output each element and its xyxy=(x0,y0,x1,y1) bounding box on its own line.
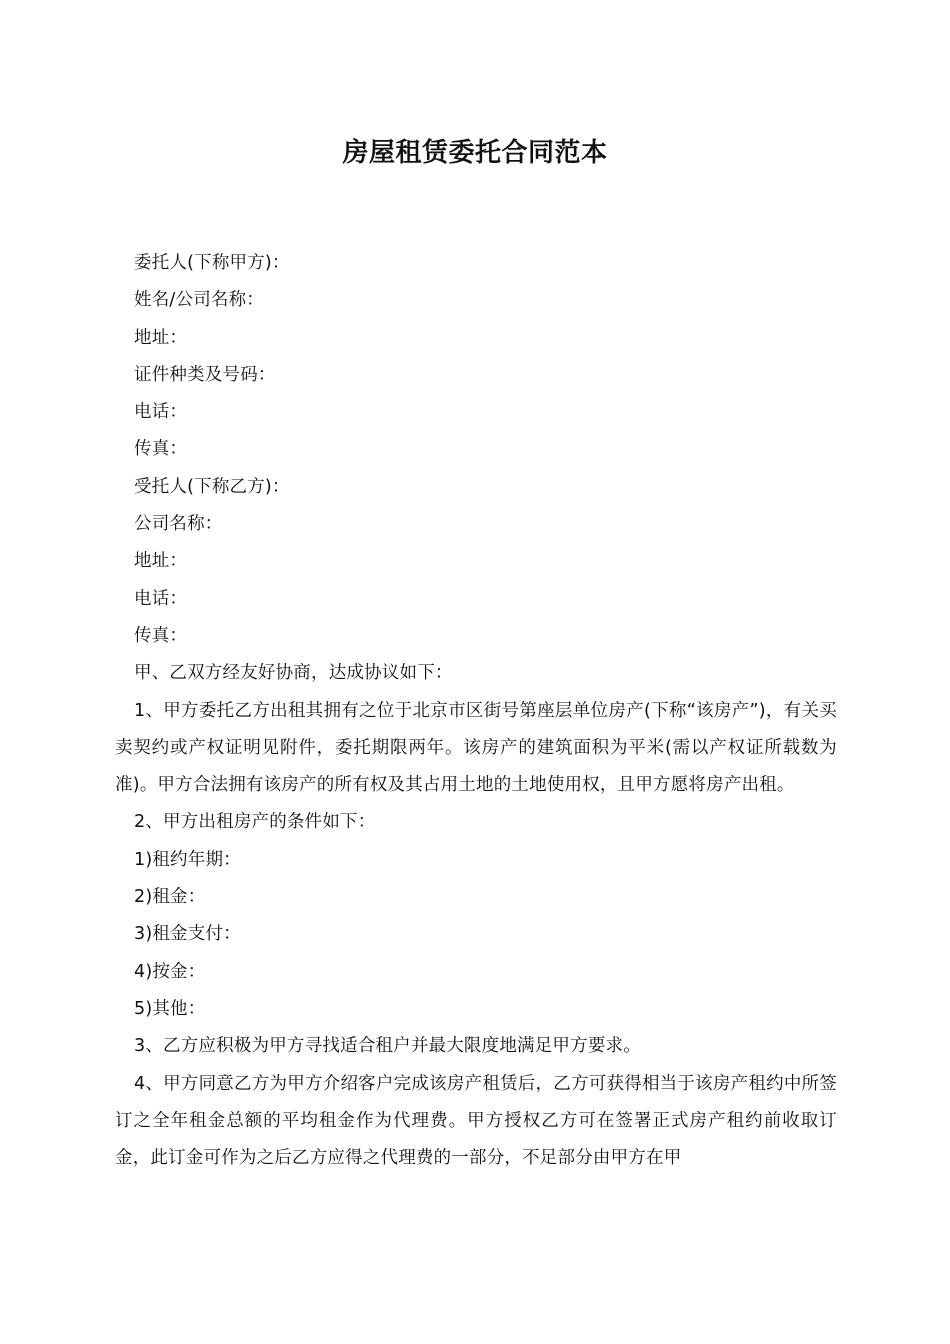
condition-item: 2)租金： xyxy=(134,887,206,908)
party-a-heading: 委托人(下称甲方)： xyxy=(134,253,290,273)
agreement-intro: 甲、乙双方经友好协商，达成协议如下： xyxy=(134,663,453,684)
condition-item: 3)租金支付： xyxy=(134,924,241,945)
party-b-heading: 受托人(下称乙方)： xyxy=(134,476,290,497)
clause-1: 1、甲方委托乙方出租其拥有之位于北京市区街号第座层单位房产(下称“该房产”)，有关买卖契约或产权证明见附件，委托期限两年。该房产的建筑面积为平米(需以产权证所载数为准)。甲方合法拥有该房产的所有权及其占用土地的土地使用权，且甲方愿将房产出租。 xyxy=(115,700,837,796)
party-b-address-label: 地址： xyxy=(134,551,188,572)
clause-2: 2、甲方出租房产的条件如下： xyxy=(134,812,376,833)
condition-item: 4)按金： xyxy=(134,961,206,982)
contract-body xyxy=(115,245,837,1177)
condition-item: 1)租约年期： xyxy=(134,849,241,870)
party-a-name-label: 姓名/公司名称： xyxy=(134,290,264,311)
party-a-address-label: 地址： xyxy=(134,327,188,348)
party-a-phone-label: 电话： xyxy=(134,402,188,423)
party-a-id-label: 证件种类及号码： xyxy=(134,364,276,385)
clause-3: 3、乙方应积极为甲方寻找适合租户并最大限度地满足甲方要求。 xyxy=(134,1036,641,1057)
condition-item: 5)其他： xyxy=(134,998,206,1019)
party-b-phone-label: 电话： xyxy=(134,588,188,609)
clause-4: 4、甲方同意乙方为甲方介绍客户完成该房产租赁后，乙方可获得相当于该房产租约中所签订之全年租金总额的平均租金作为代理费。甲方授权乙方可在签署正式房产租约前收取订金，此订金可作为之后乙方应得之代理费的一部分，不足部分由甲方在甲 xyxy=(115,1073,837,1169)
party-b-company-label: 公司名称： xyxy=(134,514,223,535)
document-title: 房屋租赁委托合同范本 xyxy=(342,138,608,168)
party-b-fax-label: 传真： xyxy=(134,625,188,646)
party-a-fax-label: 传真： xyxy=(134,439,188,460)
